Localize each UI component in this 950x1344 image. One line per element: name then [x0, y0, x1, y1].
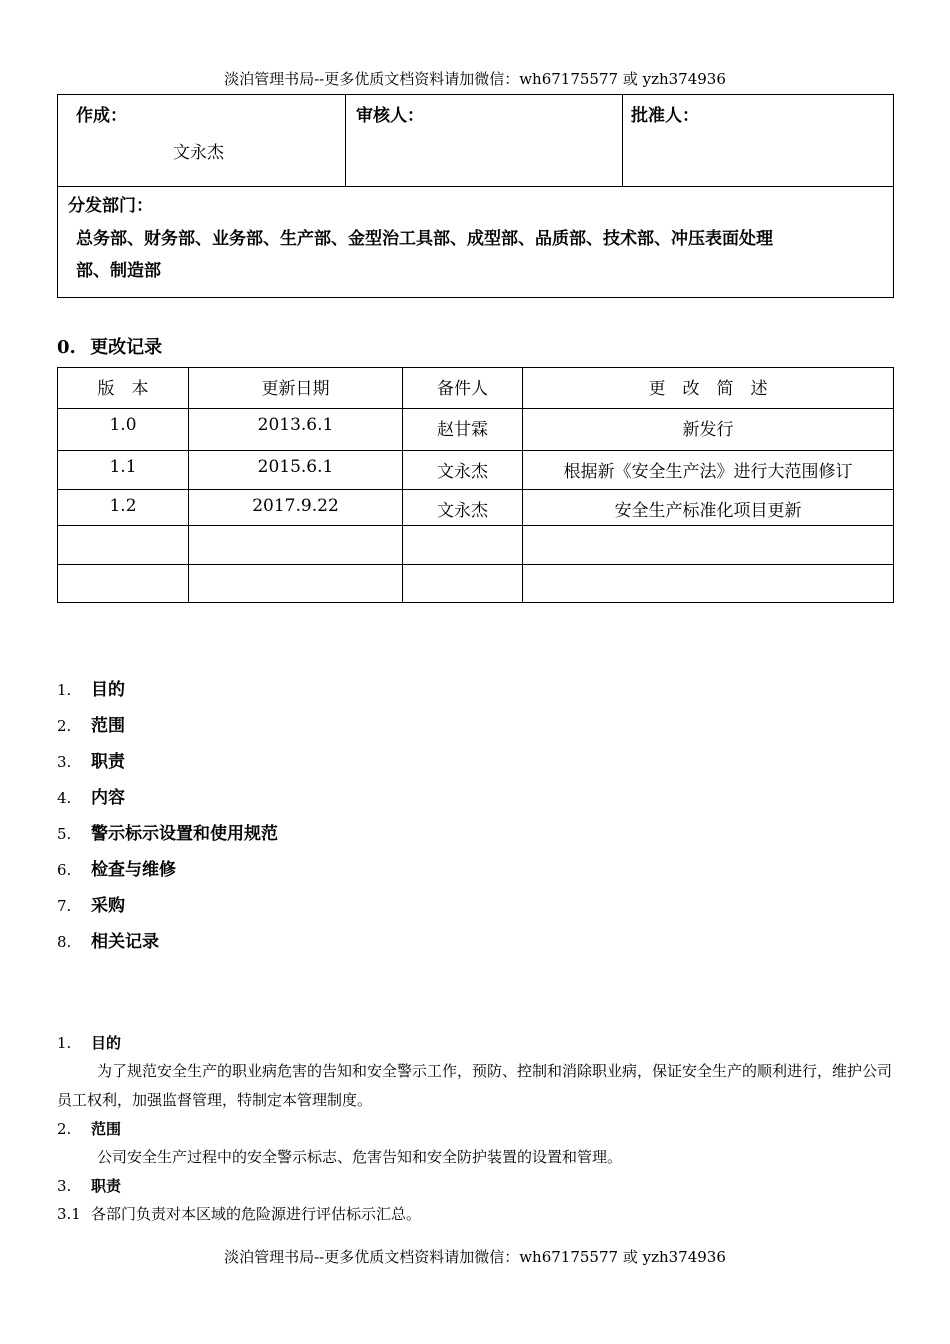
author-label: 作成： [76, 106, 127, 126]
header-cell: 更新日期 [189, 368, 403, 409]
responsibility-item: 3.1 各部门负责对本区域的危险源进行评估标示汇总。 [57, 1205, 422, 1223]
toc-item: 3. 职责 [57, 752, 125, 772]
approver-label: 批准人： [631, 106, 699, 126]
document-body [57, 1029, 892, 1229]
table-cell [523, 526, 894, 565]
distribution-line-1: 总务部、财务部、业务部、生产部、金型治工具部、成型部、品质部、技术部、冲压表面处理 [76, 229, 773, 249]
revision-table [57, 367, 894, 603]
table-row [58, 526, 894, 565]
author-name: 文永杰 [173, 143, 224, 163]
table-cell [58, 526, 189, 565]
header-cell: 备件人 [403, 368, 523, 409]
toc-item: 5. 警示标示设置和使用规范 [57, 824, 278, 844]
revision-title [57, 333, 162, 359]
distribution-line-2: 部、制造部 [76, 261, 161, 281]
signoff-table [57, 94, 894, 298]
revision-header-row [58, 368, 894, 409]
table-cell: 2017.9.22 [189, 490, 403, 526]
table-cell [403, 526, 523, 565]
reviewer-label: 审核人： [356, 106, 424, 126]
toc-item: 6. 检查与维修 [57, 860, 176, 880]
table-cell: 1.1 [58, 451, 189, 490]
section-heading-responsibility: 3. 职责 [57, 1177, 122, 1195]
table-cell [189, 565, 403, 603]
table-row [58, 565, 894, 603]
table-of-contents [57, 676, 278, 964]
distribution-cell [58, 187, 894, 298]
table-cell: 文永杰 [403, 451, 523, 490]
toc-item: 2. 范围 [57, 716, 125, 736]
revision-title-num: 0. [57, 337, 76, 358]
table-cell [523, 565, 894, 603]
table-cell: 2015.6.1 [189, 451, 403, 490]
header-cell: 更 改 简 述 [523, 368, 894, 409]
page-header: 淡泊管理书局--更多优质文档资料请加微信：wh67175577 或 yzh374936 [224, 70, 726, 88]
author-cell [58, 95, 346, 187]
section-heading-purpose: 1. 目的 [57, 1034, 122, 1052]
table-cell [403, 565, 523, 603]
table-cell [189, 526, 403, 565]
header-cell: 版 本 [58, 368, 189, 409]
table-cell: 安全生产标准化项目更新 [523, 490, 894, 526]
page-footer: 淡泊管理书局--更多优质文档资料请加微信：wh67175577 或 yzh374936 [224, 1248, 726, 1266]
table-cell: 根据新《安全生产法》进行大范围修订 [523, 451, 894, 490]
approver-cell [623, 95, 894, 187]
table-row [58, 409, 894, 451]
table-cell: 赵甘霖 [403, 409, 523, 451]
toc-item: 4. 内容 [57, 788, 125, 808]
toc-item: 8. 相关记录 [57, 932, 159, 952]
table-row [58, 451, 894, 490]
table-cell: 1.0 [58, 409, 189, 451]
toc-item: 7. 采购 [57, 896, 125, 916]
scope-paragraph: 公司安全生产过程中的安全警示标志、危害告知和安全防护装置的设置和管理。 [97, 1148, 623, 1166]
table-cell: 1.2 [58, 490, 189, 526]
distribution-label: 分发部门： [68, 196, 153, 216]
table-row [58, 490, 894, 526]
toc-item: 1. 目的 [57, 680, 125, 700]
reviewer-cell [346, 95, 623, 187]
table-cell: 2013.6.1 [189, 409, 403, 451]
table-cell: 文永杰 [403, 490, 523, 526]
table-cell: 新发行 [523, 409, 894, 451]
section-heading-scope: 2. 范围 [57, 1120, 122, 1138]
table-cell [58, 565, 189, 603]
revision-title-text: 更改记录 [90, 337, 163, 358]
purpose-paragraph: 为了规范安全生产的职业病危害的告知和安全警示工作，预防、控制和消除职业病，保证安全生产的顺利进行，维护公司员工权利，加强监督管理，特制定本管理制度。 [57, 1062, 893, 1109]
